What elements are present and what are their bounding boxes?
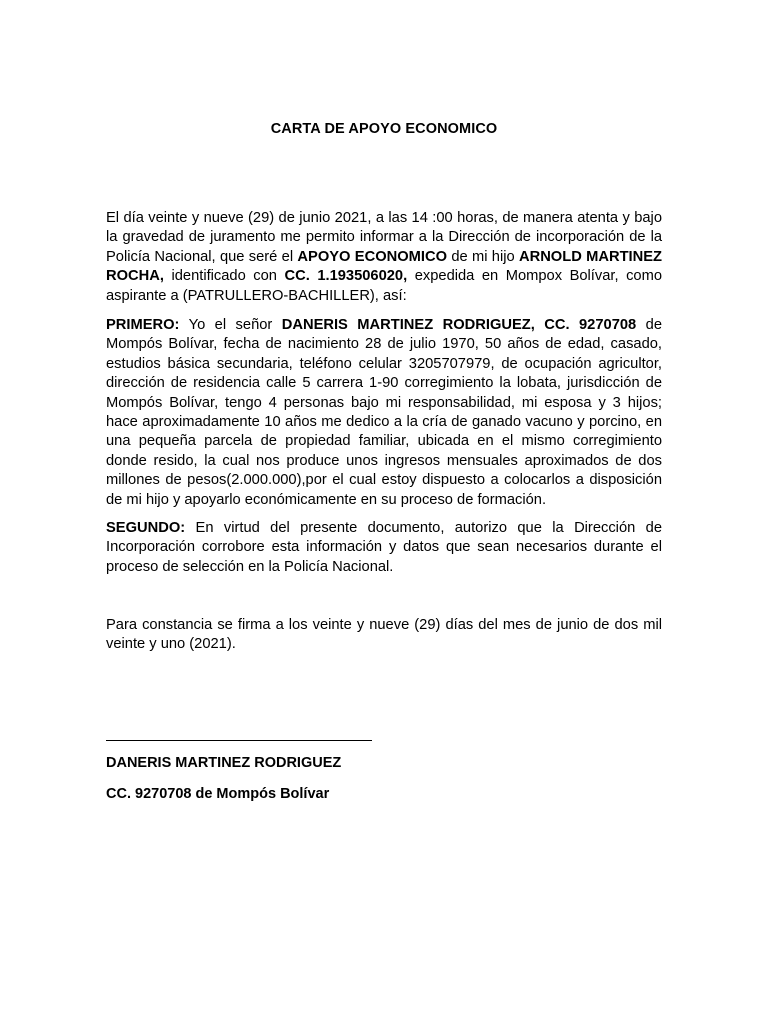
intro-text-1: El día veinte y nueve (29) de junio 2021, a las 14 :00 horas, de manera atenta y bajo la gravedad de juramento me permito informar a la Dirección de incorporación de la Policía Nacional, que seré el: [106, 210, 662, 265]
intro-bold-son-id: CC. 1.193506020,: [284, 268, 408, 285]
segundo-label: SEGUNDO:: [106, 520, 186, 536]
segundo-text-1: En virtud del presente documento, autorizo que la Dirección de Incorporación corrobore esta información y datos que sean necesarios durante el proceso de selección en la Policía Nacional.: [106, 520, 662, 575]
primero-bold-name: DANERIS MARTINEZ RODRIGUEZ, CC. 9270708: [281, 317, 637, 333]
segundo-paragraph: [106, 519, 662, 577]
signature-id: CC. 9270708 de Mompós Bolívar: [106, 786, 330, 802]
intro-bold-apoyo: APOYO ECONOMICO: [297, 248, 447, 265]
primero-text-1: Yo el señor: [179, 317, 282, 333]
primero-text-2: de Mompós Bolívar, fecha de nacimiento 28 de julio 1970, 50 años de edad, casado, estudios básica secundaria, teléfono celular 3205707979, de ocupación agricultor, dirección de residencia calle 5 carrera 1-90 corregimiento la lobata, jurisdicción de Mompós Bolívar, tengo 4 personas bajo mi responsabilidad, mi esposa y 3 hijos; hace aproximadamente 10 años me dedico a la cría de ganado vacuno y porcino, en una pequeña parcela de propiedad familiar, ubicada en el mismo corregimiento donde resido, la cual nos produce unos ingresos mensuales aproximados de dos millones de pesos(2.000.000),por el cual estoy dispuesto a colocarlos a disposición de mi hijo y apoyarlo económicamente en su proceso de formación.: [106, 317, 662, 508]
intro-text-4: expedida en Mompox Bolívar, como aspirante a (PATRULLERO-BACHILLER), así:: [106, 268, 662, 304]
signature-line: [106, 740, 372, 741]
primero-label: PRIMERO:: [106, 317, 180, 333]
primero-paragraph: [106, 316, 662, 510]
intro-bold-son-name: ARNOLD MARTINEZ ROCHA,: [106, 248, 663, 285]
document-title: CARTA DE APOYO ECONOMICO: [270, 121, 498, 137]
intro-text-2: de mi hijo: [447, 248, 519, 265]
signature-name: DANERIS MARTINEZ RODRIGUEZ: [106, 755, 342, 771]
closing-paragraph: Para constancia se firma a los veinte y nueve (29) días del mes de junio de dos mil veinte y uno (2021).: [106, 617, 662, 653]
intro-text-3: identificado con: [163, 268, 285, 285]
intro-paragraph: [106, 209, 662, 306]
